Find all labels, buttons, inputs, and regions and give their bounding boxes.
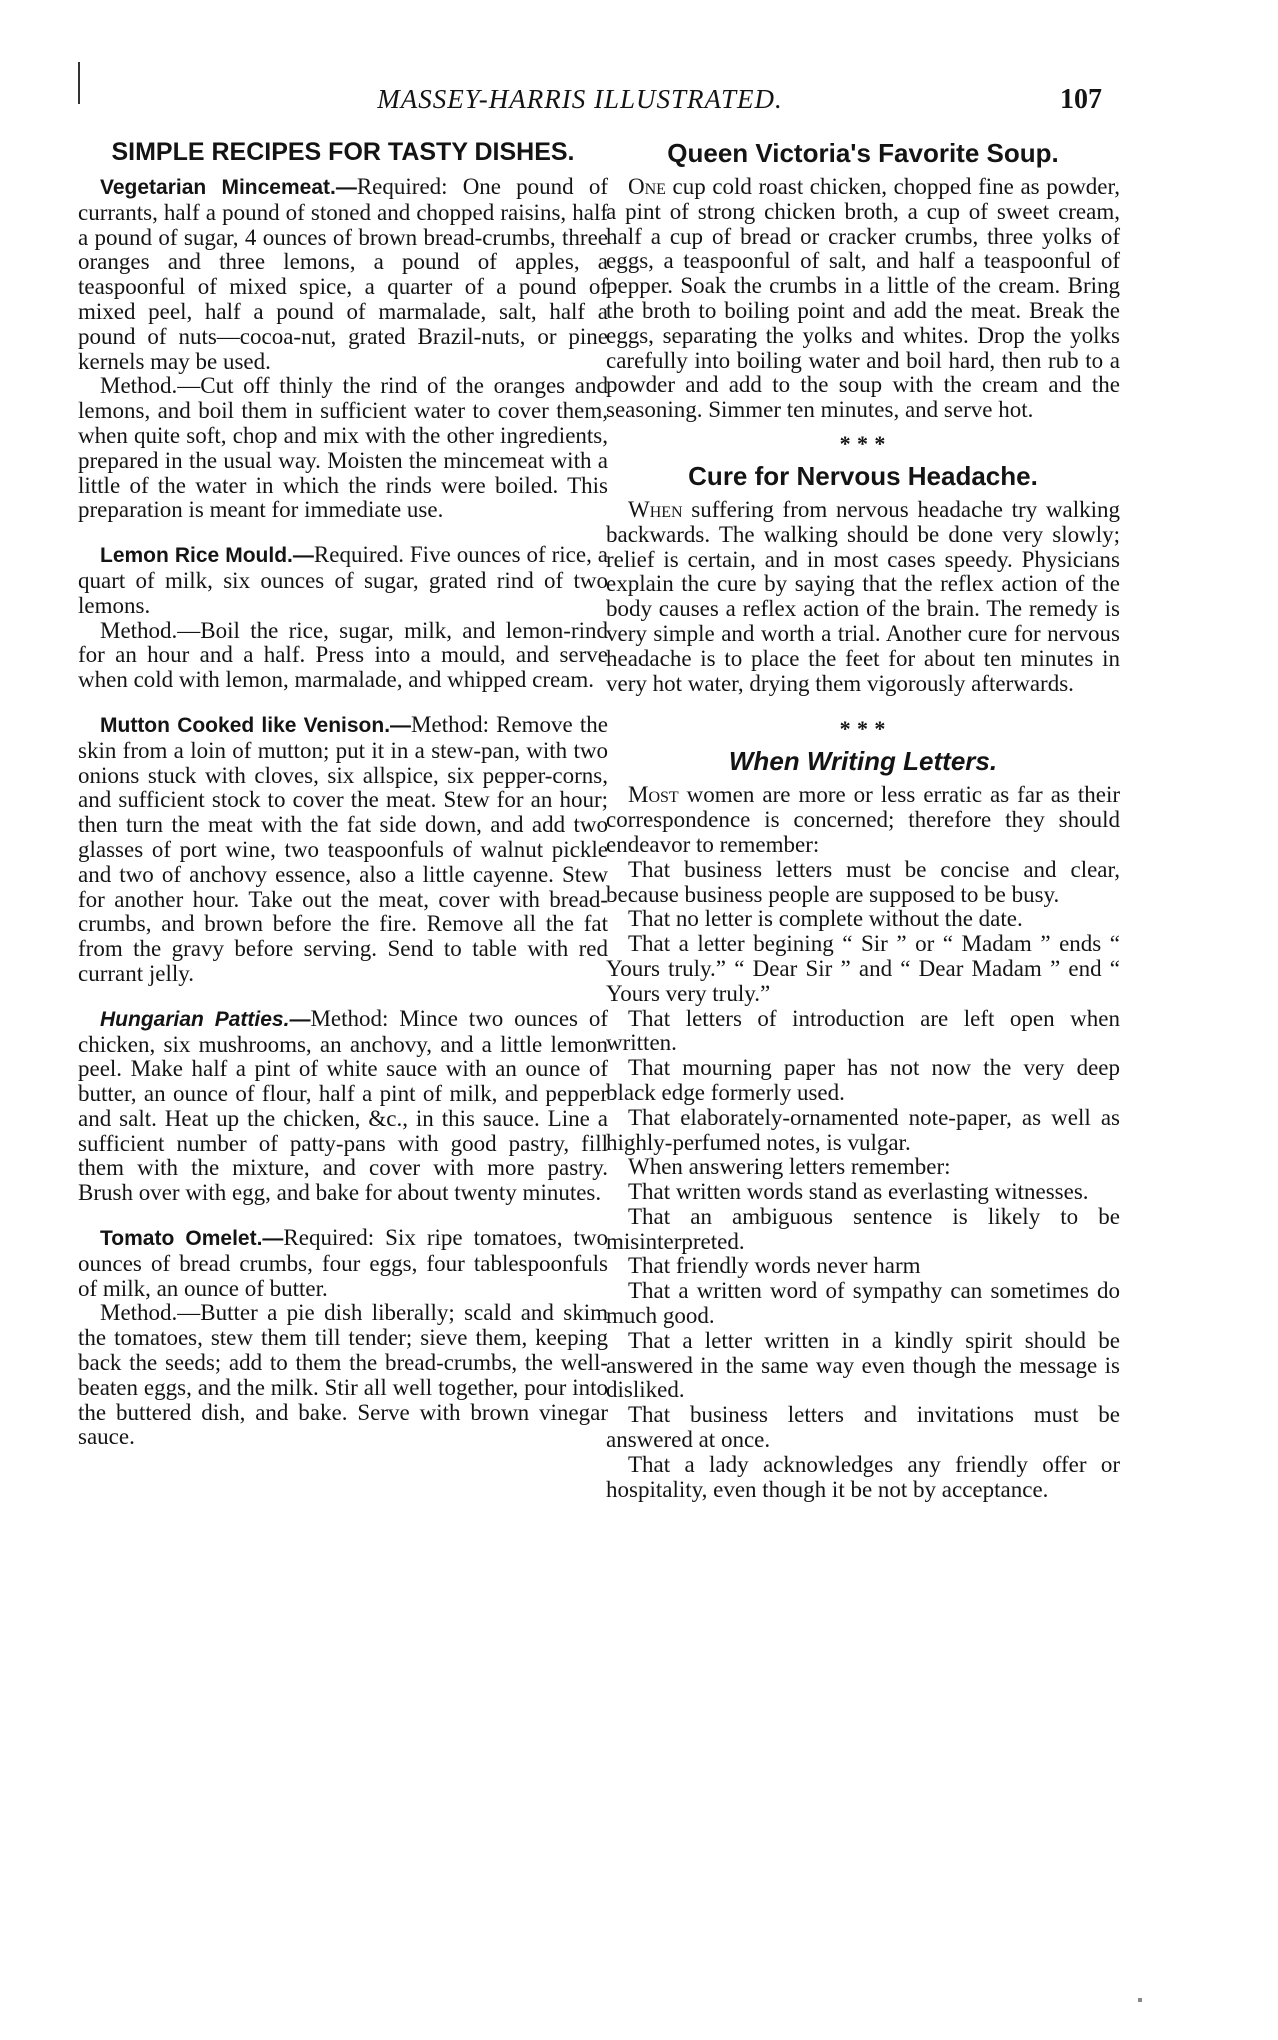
asterism-ornament: * * * bbox=[839, 430, 887, 456]
soup-title: Queen Victoria's Favorite Soup. bbox=[667, 138, 1059, 168]
recipe-lemon-rice-mould bbox=[78, 543, 608, 618]
list-item: When answering letters remember: bbox=[628, 1154, 951, 1180]
running-head: MASSEY-HARRIS ILLUSTRATED. bbox=[377, 84, 783, 114]
letters-title: When Writing Letters. bbox=[728, 746, 998, 777]
list-item: That written words stand as everlasting witnesses. bbox=[628, 1179, 1089, 1205]
list-item: That a lady acknowledges any friendly offer or hospitality, even though it be not by acceptance. bbox=[606, 1451, 1120, 1502]
recipe-mutton-venison bbox=[78, 713, 608, 987]
asterism-ornament: * * * bbox=[839, 716, 887, 742]
margin-rule bbox=[78, 62, 80, 104]
headache-lead: When bbox=[628, 496, 683, 522]
letters-intro-body: women are more or less erratic as far as their correspondence is concerned; therefore they should endeavor to remember: bbox=[606, 782, 1120, 857]
recipe-heading: Lemon Rice Mould.— bbox=[100, 544, 314, 568]
recipe-method: Method.—Cut off thinly the rind of the oranges and lemons, and boil them in sufficient water to cover them, when quite soft, chop and mix with the other ingredients, prepared in the usual way. Moisten the mincemeat with a little of the water in which the rinds were boiled. This preparation is meant for immediate use. bbox=[78, 373, 608, 523]
recipe-text: Required: Six ripe tomatoes, two ounces of bread crumbs, four eggs, four tablespoonfuls of milk, an ounce of butter. bbox=[78, 1225, 608, 1301]
list-item: That an ambiguous sentence is likely to be misinterpreted. bbox=[606, 1203, 1120, 1254]
list-item: That elaborately-ornamented note-paper, as well as highly-perfumed notes, is vulgar. bbox=[606, 1104, 1120, 1155]
recipe-method: Method.—Boil the rice, sugar, milk, and lemon-rind for an hour and a half. Press into a mould, and serve when cold with lemon, marmalade, and whipped cream. bbox=[78, 617, 608, 693]
letters-lead: Most bbox=[628, 782, 679, 808]
letters-intro bbox=[606, 783, 1120, 857]
recipe-heading: Tomato Omelet.— bbox=[100, 1227, 284, 1251]
right-column bbox=[606, 138, 1120, 1502]
headache-text bbox=[606, 498, 1120, 696]
recipes-title: SIMPLE RECIPES FOR TASTY DISHES. bbox=[111, 138, 575, 166]
spacer bbox=[606, 696, 1120, 708]
soup-text bbox=[606, 175, 1120, 423]
recipe-heading: Vegetarian Mincemeat.— bbox=[100, 176, 357, 199]
print-speck bbox=[1138, 1998, 1142, 2002]
recipe-text: Method: Mince two ounces of chicken, six mushrooms, an anchovy, and a little lemon peel. Make half a pint of white sauce with an ounce of butter, an ounce of flour, half a pint of milk, and pepper and salt. Heat up the chicken, &c., in this sauce. Line a sufficient number of patty-pans with good pastry, fill them with the mixture, and cover with more pastry. Brush over with egg, and bake for about twenty minutes. bbox=[78, 1005, 608, 1206]
headache-body: suffering from nervous headache try walking backwards. The walking should be done very slowly; relief is certain, and in most cases speedy. Physicians explain the cure by saying that the reflex action of the body causes a reflex action of the brain. The remedy is very simple and worth a trial. Another cure for nervous headache is to place the feet for about ten minutes in very hot water, drying them vigorously afterwards. bbox=[606, 496, 1120, 696]
recipe-tomato-omelet bbox=[78, 1226, 608, 1301]
soup-lead: One bbox=[628, 174, 666, 199]
list-item: That no letter is complete without the date. bbox=[628, 906, 1023, 932]
page-number: 107 bbox=[1060, 84, 1102, 115]
recipe-hungarian-patties bbox=[78, 1007, 608, 1206]
list-item: That a letter written in a kindly spirit should be answered in the same way even though the message is disliked. bbox=[606, 1327, 1120, 1403]
list-item: That letters of introduction are left open when written. bbox=[606, 1005, 1120, 1056]
list-item: That business letters and invitations must be answered at once. bbox=[606, 1402, 1120, 1453]
recipe-vegetarian-mincemeat bbox=[78, 175, 608, 374]
recipe-heading: Hungarian Patties.— bbox=[100, 1007, 311, 1031]
list-item: That mourning paper has not now the very deep black edge formerly used. bbox=[606, 1055, 1120, 1105]
list-item: That a letter begining “ Sir ” or “ Madam ” ends “ Yours truly.” “ Dear Sir ” and “ Dear Madam ” end “ Yours very truly.” bbox=[606, 931, 1120, 1006]
recipe-text: Required. Five ounces of rice, a quart of milk, six ounces of sugar, grated rind of two lemons. bbox=[78, 542, 608, 618]
headache-title: Cure for Nervous Headache. bbox=[688, 460, 1038, 491]
letters-list bbox=[606, 783, 1120, 1502]
list-item: That a written word of sympathy can sometimes do much good. bbox=[606, 1278, 1120, 1329]
soup-body: cup cold roast chicken, chopped fine as powder, a pint of strong chicken broth, a cup of sweet cream, half a cup of bread or cracker crumbs, three yolks of eggs, a teaspoonful of salt, and half a teaspoonful of pepper. Soak the crumbs in a little of the cream. Bring the broth to boiling point and add the meat. Break the eggs, separating the yolks and whites. Drop the yolks carefully into boiling water and boil hard, then rub to a powder and add to the soup with the cream and the seasoning. Simmer ten minutes, and serve hot. bbox=[606, 174, 1120, 423]
recipe-text: Method: Remove the skin from a loin of mutton; put it in a stew-pan, with two onions stuck with cloves, six allspice, six pepper-corns, and sufficient stock to cover the meat. Stew for an hour; then turn the meat with the fat side down, and add two glasses of port wine, two teaspoonfuls of walnut pickle and two of anchovy essence, also a little cayenne. Stew for another hour. Take out the meat, cover with bread-crumbs, and brown before the fire. Remove all the fat from the gravy before serving. Send to table with red currant jelly. bbox=[78, 711, 608, 986]
recipe-method: Method.—Butter a pie dish liberally; scald and skim the tomatoes, stew them till tender; sieve them, keeping back the seeds; add to them the bread-crumbs, the well-beaten eggs, and the milk. Stir all well together, pour into the buttered dish, and bake. Serve with brown vinegar sauce. bbox=[78, 1300, 608, 1450]
recipe-text: Required: One pound of currants, half a pound of stoned and chopped raisins, half a pound of sugar, 4 ounces of brown bread-crumbs, three oranges and three lemons, a pound of apples, a teaspoonful of mixed spice, a quarter of a pound of mixed peel, half a pound of marmalade, salt, half a pound of nuts—cocoa-nut, grated Brazil-nuts, or pine kernels may be used. bbox=[78, 174, 608, 374]
list-item: That business letters must be concise and clear, because business people are supposed to be busy. bbox=[606, 856, 1120, 907]
recipe-heading: Mutton Cooked like Venison.— bbox=[100, 713, 412, 737]
list-item: That friendly words never harm bbox=[628, 1253, 921, 1279]
left-column bbox=[78, 138, 608, 1460]
